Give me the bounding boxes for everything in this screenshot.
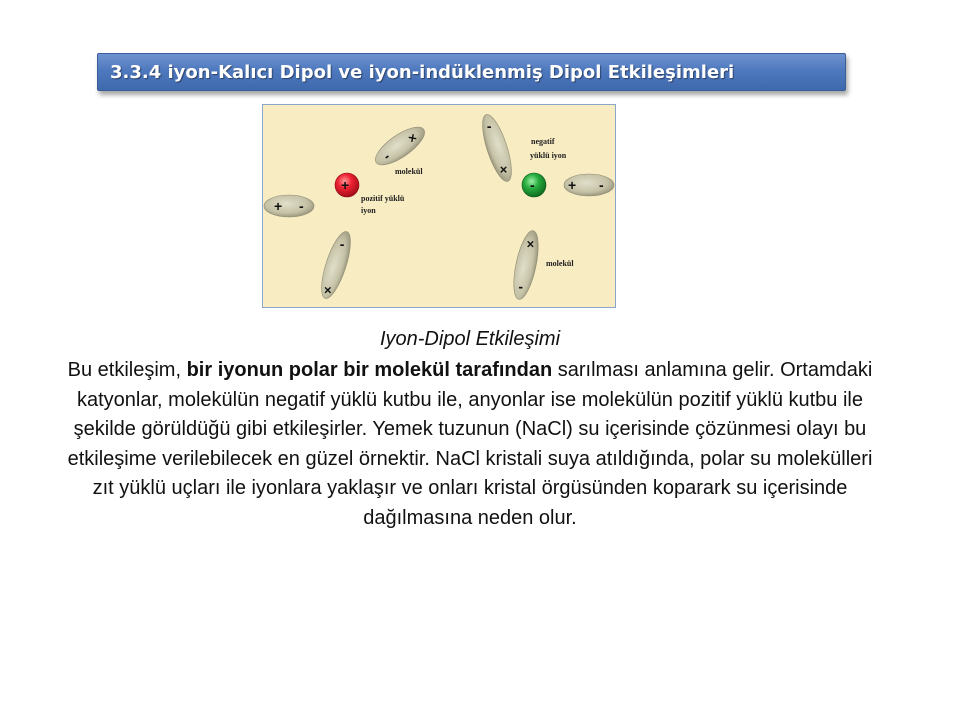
paragraph-part2: sarılması anlamına gelir. Ortamdaki katyonlar, molekülün negatif yüklü kutbu ile, anyonlar ise molekülün pozitif yüklü kutbu ile şekilde görüldüğü gibi etkileşirler. Yemek tuzunun (NaCl) su içerisinde çözünmesi olayı bu etkileşime verilebilecek en güzel örnektir. NaCl kristali suya atıldığında, polar su molekülleri zıt yüklü uçları ile iyonlara yaklaşır ve onları kristal örgüsünden koparark su içerisinde dağılmasına neden olur. [67, 359, 873, 529]
positive-ion [335, 173, 359, 197]
negative-ion-sign: - [530, 177, 535, 193]
ion-dipole-diagram [263, 105, 615, 307]
molecule-upper-left-minus-sign: - [380, 148, 393, 164]
molecule-upper-left-cross-sign: × [404, 129, 420, 147]
molecule-upper-right [477, 112, 518, 185]
label-negatif-line1: negatif [531, 137, 555, 146]
molecule-right-minus-sign: - [599, 177, 604, 193]
label-molekul-bottom: molekül [546, 259, 574, 268]
molecule-lower-right-minus-sign: - [518, 278, 524, 295]
figure-caption: Iyon-Dipol Etkileşimi [379, 328, 561, 350]
paragraph-bold-phrase: bir iyonun polar bir molekül tarafından [186, 359, 553, 381]
molecule-right-plus-sign: + [568, 177, 577, 193]
slide-title-bar [97, 53, 846, 91]
label-negatif-line2: yüklü iyon [530, 151, 567, 160]
molecule-lower-left-cross-sign: × [323, 282, 332, 298]
molecule-left [264, 195, 314, 217]
molecule-right [564, 174, 614, 196]
label-pozitif-line2: iyon [361, 206, 376, 215]
paragraph-part1: Bu etkileşim, [67, 359, 187, 381]
molecule-lower-left [316, 229, 357, 302]
positive-ion-sign: + [341, 177, 350, 193]
negative-ion [522, 173, 546, 197]
ion-dipole-figure [262, 104, 616, 308]
molecule-upper-right-minus-sign: - [486, 118, 492, 135]
molecule-lower-right-cross-sign: × [526, 236, 535, 252]
molecule-upper-left [370, 120, 430, 171]
slide-title: 3.3.4 iyon-Kalıcı Dipol ve iyon-indüklenmiş Dipol Etkileşimleri [110, 61, 735, 83]
label-molekul-top: molekül [395, 167, 423, 176]
molecule-left-minus-sign: - [299, 198, 304, 214]
body-paragraph [66, 356, 874, 533]
molecule-lower-left-minus-sign: - [339, 236, 345, 253]
molecule-lower-right [509, 229, 543, 302]
molecule-upper-right-cross-sign: × [499, 161, 508, 177]
label-pozitif-line1: pozitif yüklü [361, 194, 405, 203]
molecule-left-plus-sign: + [274, 198, 283, 214]
